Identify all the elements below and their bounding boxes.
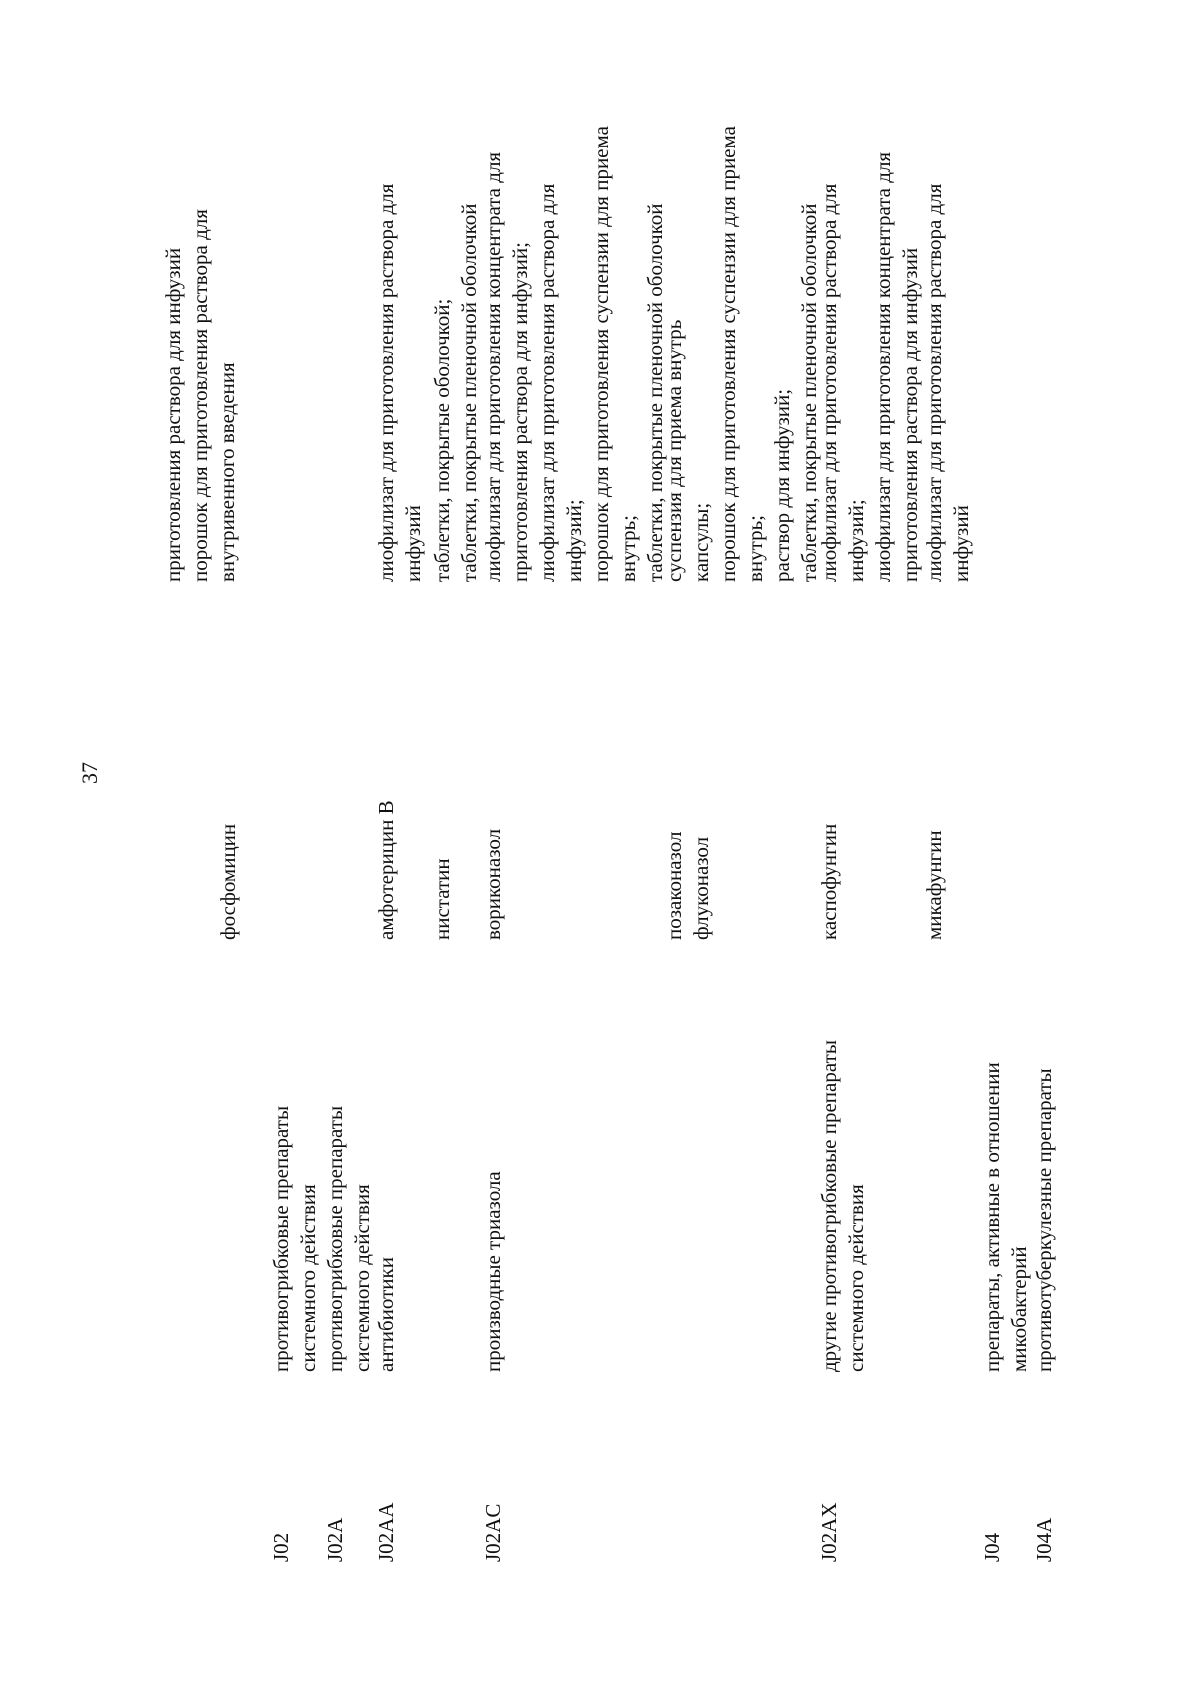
atc-code: J04 — [980, 1532, 1004, 1562]
drug-name: каспофунгин — [817, 823, 841, 940]
pharmacological-group — [979, 932, 1033, 1372]
drug-name: фосфомицин — [216, 823, 240, 940]
text-line: таблетки, покрытые пленочной оболочкой — [797, 203, 821, 582]
text-line: производные триазола — [481, 1171, 505, 1372]
text-line: таблетки, покрытые оболочкой; — [430, 298, 454, 582]
text-line: системного действия — [296, 1184, 320, 1372]
atc-code: J02AA — [374, 1502, 398, 1562]
text-line: инфузий — [949, 505, 973, 582]
text-line: приготовления раствора для инфузий — [898, 247, 922, 582]
text-line: внутривенного введения — [215, 362, 239, 582]
text-line: антибиотики — [374, 1257, 398, 1372]
text-line: лиофилизат для приготовления раствора для — [922, 183, 946, 582]
text-line: таблетки, покрытые пленочной оболочкой — [457, 203, 481, 582]
pharmacological-group — [1031, 932, 1058, 1372]
text-line: порошок для приготовления суспензии для приема — [716, 126, 740, 582]
atc-code: J04A — [1032, 1517, 1056, 1562]
pharmacological-group — [816, 932, 870, 1372]
drug-name: позаконазол — [662, 831, 686, 940]
text-line: инфузий; — [562, 499, 586, 582]
pharmacological-group — [322, 932, 376, 1372]
text-line: лиофилизат для приготовления концентрата для — [481, 151, 505, 582]
dosage-forms — [480, 42, 669, 582]
dosage-forms — [373, 42, 427, 582]
text-line: лиофилизат для приготовления раствора для — [817, 183, 841, 582]
text-line: внутрь; — [616, 515, 640, 582]
text-line: инфузий; — [844, 499, 868, 582]
text-line: приготовления раствора для инфузий; — [508, 242, 532, 582]
drug-name: нистатин — [430, 858, 454, 940]
atc-code: J02AC — [481, 1503, 505, 1562]
text-line: лиофилизат для приготовления раствора для — [535, 183, 559, 582]
text-line: системного действия — [844, 1184, 868, 1372]
drug-name: вориконазол — [481, 828, 505, 940]
text-line: системного действия — [350, 1184, 374, 1372]
text-line: противогрибковые препараты — [269, 1105, 293, 1372]
text-line: приготовления раствора для инфузий — [161, 247, 185, 582]
text-line: препараты, активные в отношении — [980, 1062, 1004, 1372]
atc-code: J02AX — [817, 1502, 841, 1562]
dosage-forms — [661, 42, 688, 582]
page-number: 37 — [77, 762, 102, 784]
drug-name: микафунгин — [922, 830, 946, 940]
dosage-forms — [921, 42, 975, 582]
text-line: внутрь; — [743, 515, 767, 582]
text-line: раствор для инфузий; — [770, 388, 794, 582]
text-line: противогрибковые препараты — [323, 1105, 347, 1372]
text-line: суспензия для приема внутрь — [662, 319, 686, 582]
text-line: таблетки, покрытые пленочной оболочкой — [643, 203, 667, 582]
dosage-forms — [688, 42, 823, 582]
atc-code: J02A — [323, 1517, 347, 1562]
text-line: лиофилизат для приготовления раствора для — [374, 183, 398, 582]
drug-name: амфотерицин В — [374, 800, 398, 940]
text-line: противотуберкулезные препараты — [1032, 1068, 1056, 1372]
dosage-forms — [816, 42, 924, 582]
dosage-forms — [160, 42, 241, 582]
text-line: капсулы; — [689, 502, 713, 582]
text-line: порошок для приготовления раствора для — [188, 209, 212, 582]
text-line: другие противогрибковые препараты — [817, 1040, 841, 1372]
pharmacological-group — [268, 932, 322, 1372]
text-line: порошок для приготовления суспензии для приема — [589, 126, 613, 582]
text-line: микобактерий — [1007, 1246, 1031, 1372]
dosage-forms — [429, 42, 483, 582]
pharmacological-group — [373, 932, 400, 1372]
pharmacological-group — [480, 932, 507, 1372]
text-line: инфузий — [401, 505, 425, 582]
drug-name: флуконазол — [689, 836, 713, 940]
atc-code: J02 — [269, 1532, 293, 1562]
text-line: лиофилизат для приготовления концентрата для — [871, 151, 895, 582]
